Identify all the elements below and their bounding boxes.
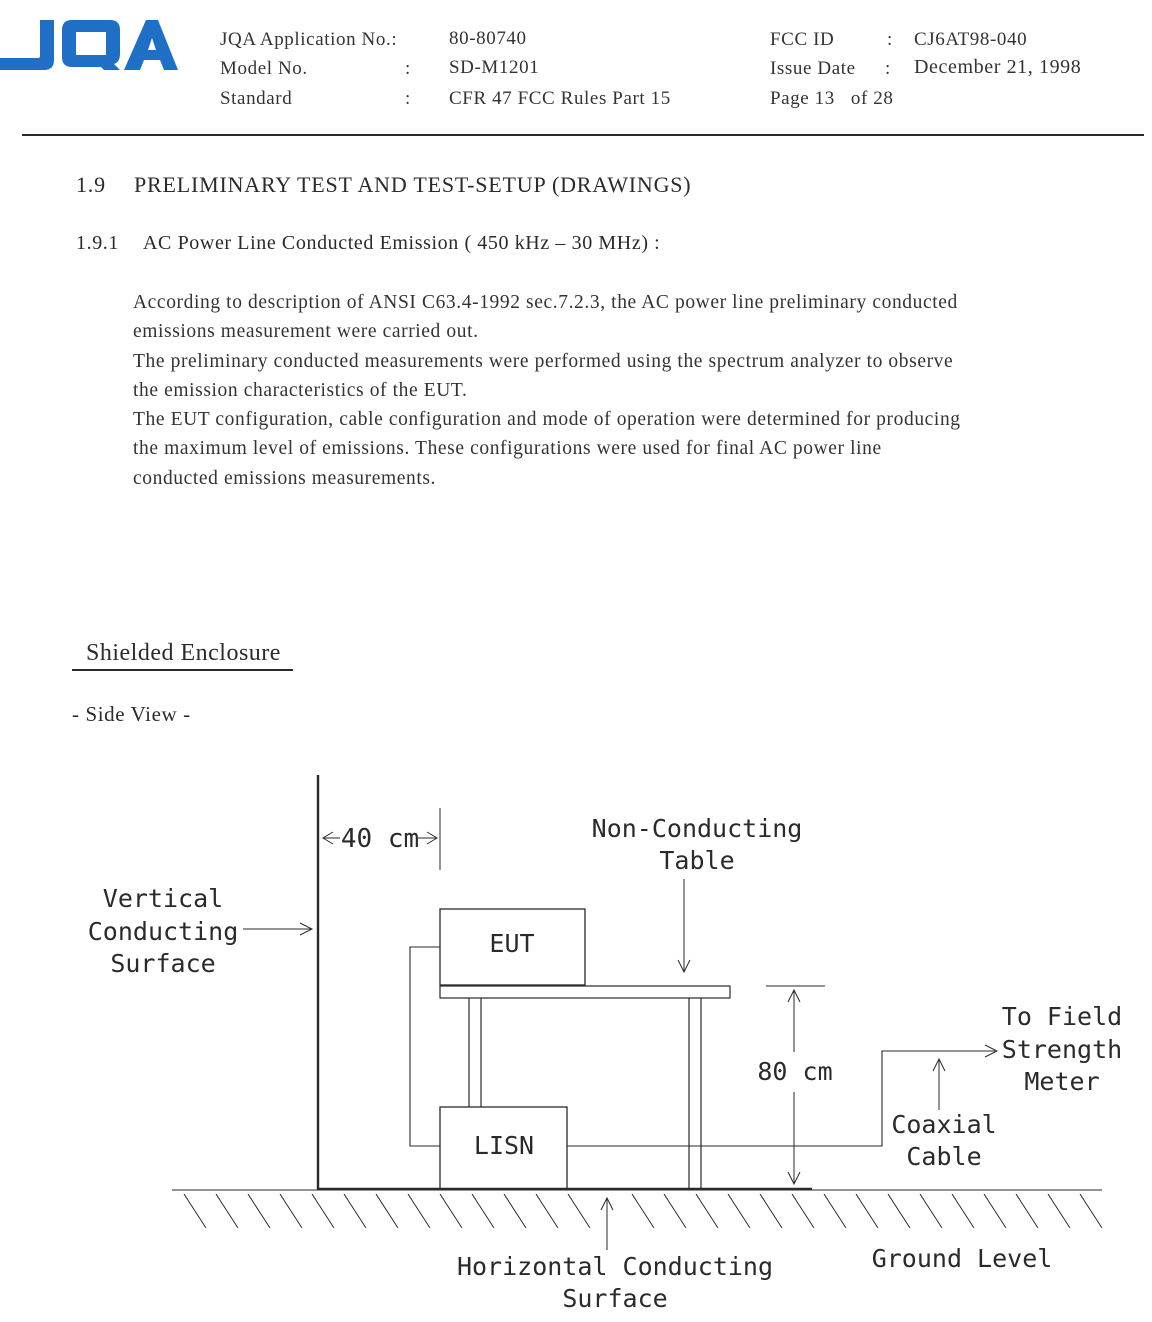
- label-ground-level: Ground Level: [871, 1244, 1053, 1273]
- table-legs: [469, 998, 701, 1190]
- label-40cm: 40 cm: [340, 824, 420, 854]
- label-field-line3: Meter: [1024, 1067, 1100, 1096]
- body-line: The EUT configuration, cable configuration and mode of operation were determined for producing: [133, 409, 961, 430]
- label-field-line1: To Field: [1001, 1002, 1123, 1031]
- label-horizontal-line1: Horizontal Conducting: [456, 1252, 774, 1281]
- page-indicator: Page 13 of 28: [770, 88, 894, 109]
- label-coax-line1: Coaxial: [891, 1110, 997, 1139]
- ground-hatching: [184, 1194, 1102, 1228]
- label-nonconducting-line2: Table: [659, 846, 735, 875]
- section-number: 1.9: [76, 172, 106, 197]
- model-no-label: Model No.: [220, 58, 308, 79]
- subsection-title: AC Power Line Conducted Emission ( 450 kHz – 30 MHz) :: [143, 232, 661, 254]
- label-coax-line2: Cable: [906, 1142, 982, 1171]
- body-line: the maximum level of emissions. These configurations were used for final AC power line: [133, 438, 882, 459]
- model-no-separator: :: [405, 58, 411, 79]
- application-no-label: JQA Application No.:: [220, 29, 398, 50]
- label-80cm: 80 cm: [757, 1057, 833, 1086]
- application-no-value: 80-80740: [449, 28, 527, 49]
- body-line: According to description of ANSI C63.4-1992 sec.7.2.3, the AC power line preliminary conducted: [133, 292, 958, 313]
- fcc-id-separator: :: [887, 29, 893, 50]
- issue-date-value: December 21, 1998: [914, 56, 1082, 78]
- fcc-id-value: CJ6AT98-040: [914, 29, 1028, 50]
- model-no-value: SD-M1201: [449, 57, 540, 78]
- label-vertical-line3: Surface: [110, 949, 216, 978]
- label-horizontal-line2: Surface: [562, 1284, 668, 1313]
- body-line: The preliminary conducted measurements were performed using the spectrum analyzer to observe: [133, 351, 954, 372]
- body-line: conducted emissions measurements.: [133, 468, 437, 489]
- label-nonconducting-line1: Non-Conducting: [591, 814, 803, 843]
- side-view-subtitle: - Side View -: [72, 702, 191, 726]
- fcc-id-label: FCC ID: [770, 29, 835, 50]
- label-vertical-line1: Vertical: [102, 884, 224, 913]
- label-eut: EUT: [489, 929, 535, 958]
- issue-date-label: Issue Date: [770, 58, 856, 79]
- eut-power-cable: [410, 947, 440, 1146]
- body-line: the emission characteristics of the EUT.: [133, 380, 468, 401]
- standard-label: Standard: [220, 88, 293, 109]
- subsection-number: 1.9.1: [76, 232, 119, 254]
- section-title: PRELIMINARY TEST AND TEST-SETUP (DRAWINGS): [134, 172, 692, 197]
- body-line: emissions measurement were carried out.: [133, 321, 479, 342]
- standard-separator: :: [405, 88, 411, 109]
- issue-date-separator: :: [885, 58, 891, 79]
- label-lisn: LISN: [473, 1131, 535, 1160]
- label-vertical-line2: Conducting: [87, 917, 239, 946]
- standard-value: CFR 47 FCC Rules Part 15: [449, 88, 671, 109]
- label-field-line2: Strength: [1001, 1035, 1123, 1064]
- shielded-enclosure-title: Shielded Enclosure: [72, 640, 293, 671]
- table-top: [440, 986, 730, 998]
